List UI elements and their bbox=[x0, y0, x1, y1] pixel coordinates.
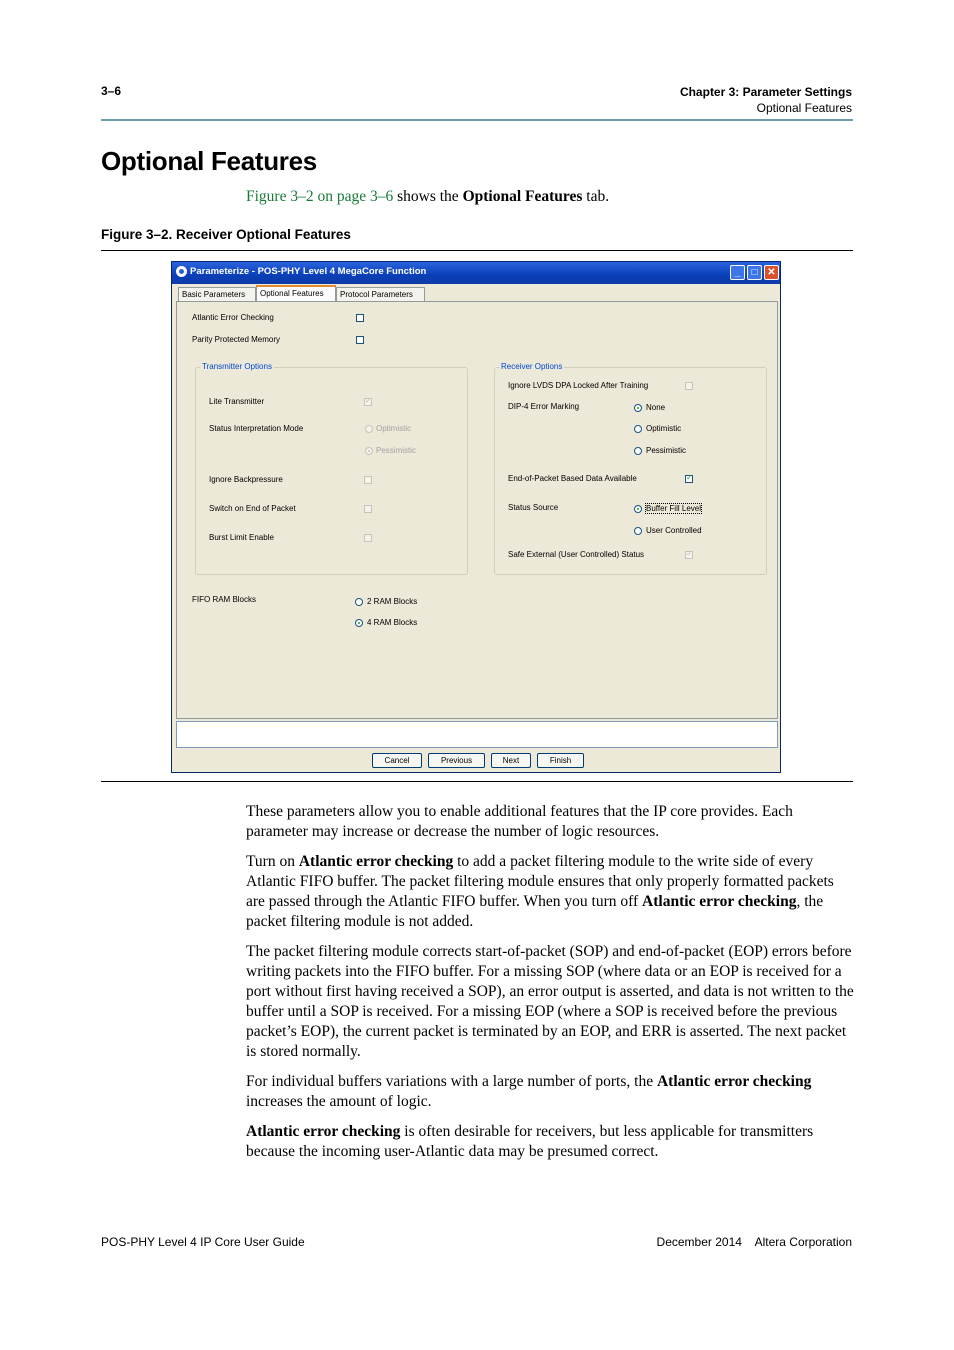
tx-pessimistic-label: Pessimistic bbox=[376, 446, 417, 455]
intro-bold: Optional Features bbox=[462, 188, 583, 205]
parity-protected-memory-label: Parity Protected Memory bbox=[192, 335, 281, 344]
dip4-optimistic-radio[interactable] bbox=[634, 425, 642, 433]
p2-text-a: Turn on bbox=[246, 853, 299, 870]
fifo-ram-blocks-label: FIFO RAM Blocks bbox=[192, 595, 257, 604]
p4-bold: Atlantic error checking bbox=[656, 1073, 812, 1090]
paragraph-1: These parameters allow you to enable additional features that the IP core provides. Each parameter may increase or decrease the number of logic resources. bbox=[246, 803, 793, 840]
p2-bold-a: Atlantic error checking bbox=[298, 853, 454, 870]
tab-protocol-parameters[interactable]: Protocol Parameters bbox=[336, 287, 425, 301]
tab-basic-parameters[interactable]: Basic Parameters bbox=[178, 287, 256, 301]
p5-bold: Atlantic error checking bbox=[246, 1123, 401, 1140]
dip4-label: DIP-4 Error Marking bbox=[508, 402, 580, 411]
switch-eop-label: Switch on End of Packet bbox=[209, 504, 296, 513]
user-controlled-label: User Controlled bbox=[646, 526, 702, 535]
running-header bbox=[680, 84, 852, 116]
p4-text-b: increases the amount of logic. bbox=[246, 1093, 432, 1110]
dip4-optimistic-label: Optimistic bbox=[646, 424, 682, 433]
receiver-options-title: Receiver Options bbox=[501, 362, 563, 371]
dip4-none-label: None bbox=[646, 403, 666, 412]
transmitter-options-title: Transmitter Options bbox=[202, 362, 272, 371]
figure-top-rule bbox=[101, 250, 853, 251]
p2-text-c: , the packet filtering module is not added. bbox=[246, 893, 824, 930]
parity-protected-memory-checkbox[interactable] bbox=[356, 336, 364, 344]
app-icon bbox=[176, 266, 187, 277]
eop-data-checkbox[interactable] bbox=[685, 475, 693, 483]
page-number: 3–6 bbox=[101, 84, 122, 98]
figure-link[interactable]: Figure 3–2 on page 3–6 bbox=[246, 188, 394, 205]
footer-date-company: December 2014 Altera Corporation bbox=[656, 1235, 852, 1249]
atlantic-error-checking-label: Atlantic Error Checking bbox=[192, 313, 274, 322]
minimize-icon[interactable]: _ bbox=[730, 265, 745, 280]
ignore-lvds-label: Ignore LVDS DPA Locked After Training bbox=[508, 381, 649, 390]
dip4-none-radio[interactable] bbox=[634, 404, 642, 412]
previous-button[interactable]: Previous bbox=[428, 753, 485, 768]
tab-optional-features[interactable]: Optional Features bbox=[256, 285, 336, 302]
tx-optimistic-label: Optimistic bbox=[376, 424, 412, 433]
parameterize-dialog bbox=[171, 261, 781, 773]
status-mode-label: Status Interpretation Mode bbox=[209, 424, 304, 433]
burst-limit-checkbox[interactable] bbox=[364, 534, 372, 542]
intro-text bbox=[246, 188, 609, 206]
title-bar bbox=[172, 262, 780, 284]
paragraph-2 bbox=[246, 852, 854, 932]
fifo-2-ram-label: 2 RAM Blocks bbox=[367, 597, 418, 606]
atlantic-error-checking-checkbox[interactable] bbox=[356, 314, 364, 322]
p4-text-a: For individual buffers variations with a large number of ports, the bbox=[246, 1073, 657, 1090]
paragraph-5 bbox=[246, 1122, 854, 1162]
tx-optimistic-radio[interactable] bbox=[365, 425, 373, 433]
fifo-4-ram-label: 4 RAM Blocks bbox=[367, 618, 418, 627]
ignore-backpressure-label: Ignore Backpressure bbox=[209, 475, 283, 484]
dip4-pessimistic-radio[interactable] bbox=[634, 447, 642, 455]
ignore-lvds-checkbox[interactable] bbox=[685, 382, 693, 390]
dialog-title: Parameterize - POS-PHY Level 4 MegaCore Function bbox=[190, 266, 427, 277]
status-source-label: Status Source bbox=[508, 503, 559, 512]
message-area bbox=[176, 721, 778, 748]
dip4-pessimistic-label: Pessimistic bbox=[646, 446, 687, 455]
p2-text-b: to add a packet filtering module to the write side of every Atlantic FIFO buffer. The packet filtering module ensures that only properly formatted packets are passed through the Atlantic FIFO buffer. When you turn off bbox=[246, 853, 834, 910]
fifo-4-ram-radio[interactable] bbox=[355, 619, 363, 627]
intro-end: tab. bbox=[582, 188, 610, 205]
p5-text: is often desirable for receivers, but less applicable for transmitters because the incoming user-Atlantic data may be presumed correct. bbox=[246, 1123, 814, 1160]
figure-bottom-rule bbox=[101, 781, 853, 782]
close-icon[interactable]: ✕ bbox=[764, 265, 779, 280]
lite-transmitter-label: Lite Transmitter bbox=[209, 397, 265, 406]
receiver-options-group bbox=[494, 362, 767, 575]
options-panel bbox=[176, 301, 778, 719]
finish-button[interactable]: Finish bbox=[537, 753, 584, 768]
next-button[interactable]: Next bbox=[491, 753, 531, 768]
chapter-title: Chapter 3: Parameter Settings bbox=[679, 85, 852, 99]
ignore-backpressure-checkbox[interactable] bbox=[364, 476, 372, 484]
switch-eop-checkbox[interactable] bbox=[364, 505, 372, 513]
buffer-fill-label: Buffer Fill Level bbox=[646, 504, 701, 513]
cancel-button[interactable]: Cancel bbox=[372, 753, 422, 768]
intro-mid: shows the bbox=[393, 188, 463, 205]
safe-external-label: Safe External (User Controlled) Status bbox=[508, 550, 645, 559]
header-rule bbox=[101, 119, 853, 121]
body-text bbox=[246, 802, 854, 1172]
footer-title: POS-PHY Level 4 IP Core User Guide bbox=[101, 1235, 305, 1249]
user-controlled-radio[interactable] bbox=[634, 527, 642, 535]
tx-pessimistic-radio[interactable] bbox=[365, 447, 373, 455]
maximize-icon[interactable]: □ bbox=[747, 265, 762, 280]
eop-data-label: End-of-Packet Based Data Available bbox=[508, 474, 637, 483]
burst-limit-label: Burst Limit Enable bbox=[209, 533, 274, 542]
paragraph-3: The packet filtering module corrects start-of-packet (SOP) and end-of-packet (EOP) errors before writing packets into the FIFO buffer. For a missing SOP (where data or an EOP is received for a port without first having received a SOP), an error output is asserted, and data is not written to the buffer until a SOP is received. For a missing EOP (where a SOP is received before the previous packet’s EOP), the current packet is terminated by an EOP, and ERR is asserted. The next packet is stored normally. bbox=[246, 943, 854, 1060]
fifo-2-ram-radio[interactable] bbox=[355, 598, 363, 606]
lite-transmitter-checkbox[interactable] bbox=[364, 398, 372, 406]
figure-caption: Figure 3–2. Receiver Optional Features bbox=[101, 227, 351, 242]
paragraph-4 bbox=[246, 1072, 854, 1112]
p2-bold-b: Atlantic error checking bbox=[642, 893, 797, 910]
safe-external-checkbox[interactable] bbox=[685, 551, 693, 559]
section-title: Optional Features bbox=[756, 101, 852, 115]
transmitter-options-group bbox=[195, 362, 468, 575]
page-title: Optional Features bbox=[101, 146, 317, 176]
buffer-fill-radio[interactable] bbox=[634, 505, 642, 513]
